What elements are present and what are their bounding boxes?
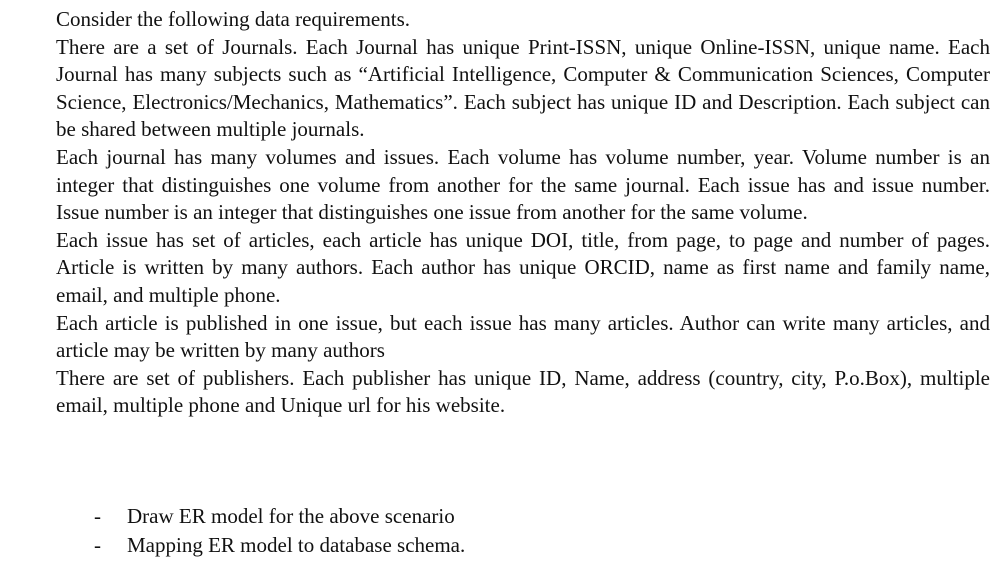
publishers-paragraph: There are set of publishers. Each publisher has unique ID, Name, address (country, city, P.o.Box), multiple email, multiple phone and Unique url for his website. (56, 365, 990, 418)
articles-authors-paragraph: Each issue has set of articles, each article has unique DOI, title, from page, to page and number of pages. Article is written by many authors. Each author has unique ORCID, name as first name and family name, email, and multiple phone. (56, 227, 990, 307)
task-list (94, 502, 794, 559)
list-bullet: - (94, 532, 101, 557)
task-item (94, 531, 794, 560)
volumes-issues-paragraph: Each journal has many volumes and issues. Each volume has volume number, year. Volume number is an integer that distinguishes one volume from another for the same journal. Each issue has and issue number. Issue number is an integer that distinguishes one issue from another for the same volume. (56, 144, 990, 225)
publication-relationship-paragraph: Each article is published in one issue, but each issue has many articles. Author can write many articles, and article may be written by many authors (56, 310, 990, 363)
task-text: Mapping ER model to database schema. (127, 532, 466, 557)
journals-paragraph: There are a set of Journals. Each Journal has unique Print-ISSN, unique Online-ISSN, unique name. Each Journal has many subjects such as “Artificial Intelligence, Computer & Communication Sciences, Computer Science, Electronics/Mechanics, Mathematics”. Each subject has unique ID and Description. Each subject can be shared between multiple journals. (56, 34, 990, 142)
list-bullet: - (94, 504, 101, 528)
task-item (94, 502, 794, 531)
intro-paragraph: Consider the following data requirements. (56, 7, 410, 31)
document-body (56, 6, 990, 420)
task-text: Draw ER model for the above scenario (127, 504, 455, 528)
